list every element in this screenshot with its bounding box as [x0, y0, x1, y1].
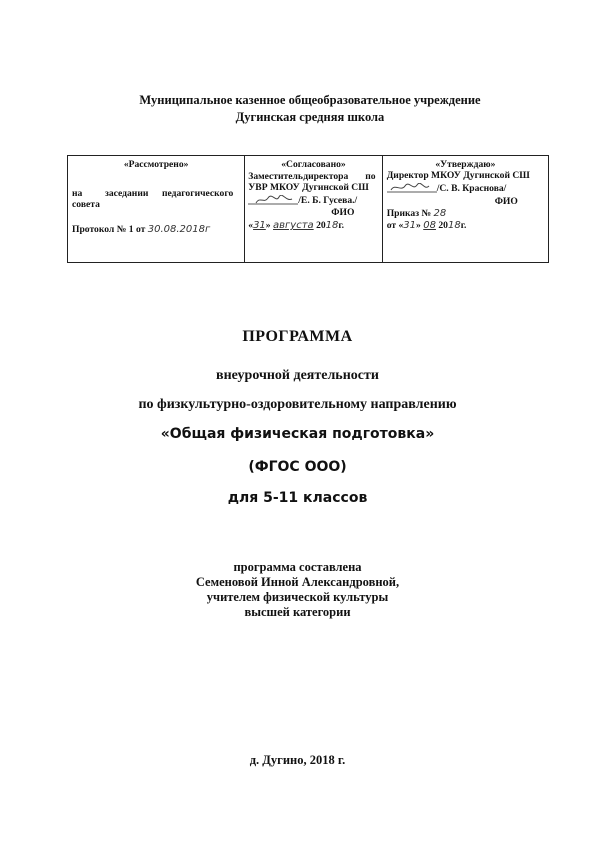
- signature-icon: [387, 183, 437, 193]
- agreed-name: /Е. Б. Гусева./: [298, 195, 358, 206]
- approval-table: [67, 155, 549, 263]
- considered-text-meeting: заседании: [105, 188, 149, 199]
- agreed-date-open: «: [248, 220, 254, 231]
- program-line-direction: по физкультурно-оздоровительному направлению: [138, 397, 457, 412]
- author-line-category: высшей категории: [244, 605, 351, 619]
- agreed-text-deputy: Заместитель: [248, 171, 303, 182]
- approved-heading: «Утверждаю»: [435, 159, 496, 170]
- author-line-name: Семеновой Инной Александровной,: [195, 575, 400, 589]
- agreed-date-day-handwritten: 31: [253, 220, 266, 231]
- program-line-name: «Общая физическая подготовка»: [160, 426, 435, 442]
- approved-date-month-handwritten: 08: [423, 220, 436, 231]
- agreed-date: [248, 220, 344, 231]
- author-line-position: учителем физической культуры: [206, 590, 389, 604]
- program-title: ПРОГРАММА: [242, 328, 353, 345]
- protocol-label: Протокол № 1 от: [72, 224, 146, 235]
- agreed-text-po: по: [365, 171, 376, 182]
- signature-icon: [248, 195, 298, 205]
- agreed-heading: «Согласовано»: [281, 159, 346, 170]
- author-line-compiled: программа составлена: [233, 560, 362, 574]
- considered-text-pedagogical: педагогического: [162, 188, 234, 199]
- approved-name: /С. В. Краснова/: [436, 183, 507, 194]
- approved-order: [387, 208, 447, 219]
- approved-date-mid: »: [416, 220, 421, 231]
- approved-fio: ФИО: [494, 196, 518, 207]
- approved-date-day-handwritten: 31: [403, 220, 417, 231]
- city-year: д. Дугино, 2018 г.: [249, 753, 346, 767]
- approved-cell: [383, 156, 548, 262]
- agreed-date-year-handwritten: 18: [325, 220, 339, 231]
- approved-signature-line: [387, 183, 507, 194]
- program-line-extracurricular: внеурочной деятельности: [216, 368, 379, 383]
- approved-date-year-prefix: 20: [438, 220, 448, 231]
- agreed-date-mid: »: [265, 220, 271, 231]
- agreed-signature-line: [248, 195, 357, 206]
- approved-date: [387, 220, 467, 231]
- org-name-line2: Дугинская средняя школа: [235, 110, 385, 124]
- agreed-cell: [245, 156, 382, 262]
- considered-text-na: на: [72, 188, 83, 199]
- program-line-grades: для 5-11 классов: [227, 490, 368, 506]
- approved-text-director: Директор МКОУ Дугинской СШ: [386, 170, 530, 181]
- org-name-line1: Муниципальное казенное общеобразовательное учреждение: [139, 93, 481, 107]
- considered-text-council: совета: [72, 199, 100, 210]
- approved-date-end: г.: [460, 220, 467, 231]
- considered-heading: «Рассмотрено»: [123, 159, 189, 170]
- agreed-fio: ФИО: [331, 207, 355, 218]
- approved-order-number-handwritten: 28: [433, 208, 447, 219]
- program-line-standard: (ФГОС ООО): [248, 459, 347, 475]
- considered-cell: [68, 156, 245, 262]
- agreed-text-director: директора: [303, 171, 349, 182]
- agreed-date-month-handwritten: августа: [273, 220, 314, 231]
- approved-order-label: Приказ №: [386, 208, 432, 219]
- approved-date-prefix: от «: [386, 220, 404, 231]
- considered-protocol: [72, 224, 210, 235]
- approved-date-year-handwritten: 18: [447, 220, 461, 231]
- agreed-date-end: г.: [338, 220, 345, 231]
- agreed-text-school: УВР МКОУ Дугинской СШ: [248, 182, 369, 193]
- protocol-date-handwritten: 30.08.2018г: [147, 224, 211, 235]
- agreed-date-year-prefix: 20: [316, 220, 326, 231]
